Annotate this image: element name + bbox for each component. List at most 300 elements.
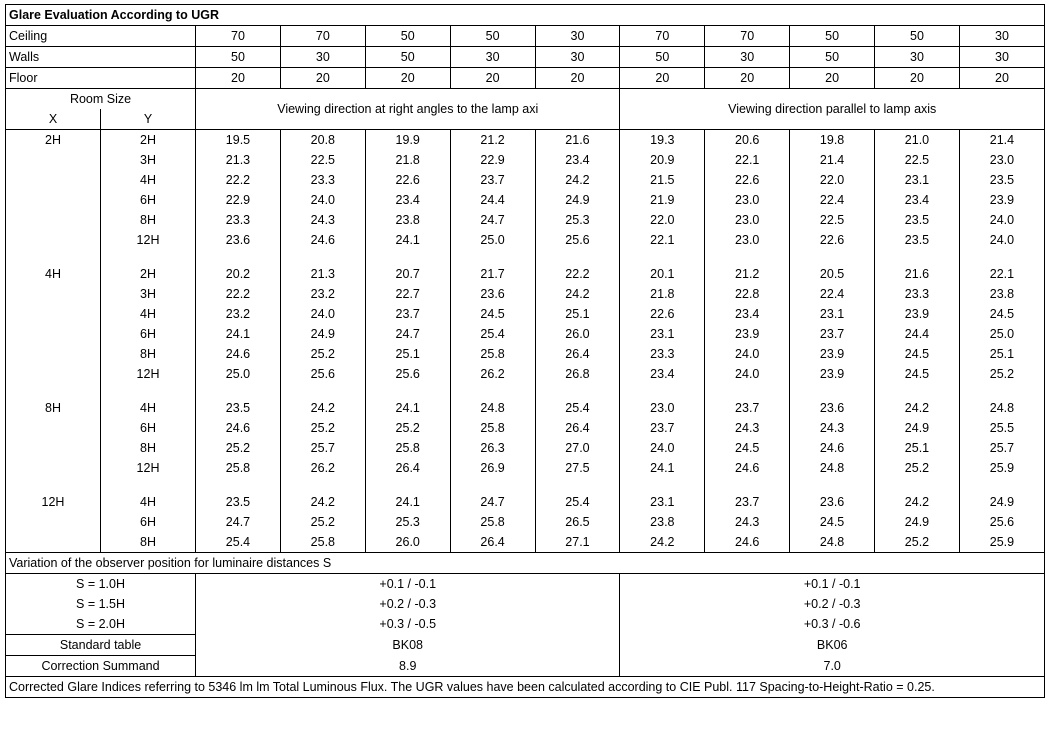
ugr-value: 21.6 (535, 130, 620, 151)
ugr-value: 22.0 (790, 170, 875, 190)
ugr-value: 23.0 (705, 230, 790, 250)
ugr-value: 23.4 (365, 190, 450, 210)
ugr-value: 24.0 (705, 344, 790, 364)
walls-value: 50 (790, 47, 875, 68)
ugr-value: 24.8 (450, 398, 535, 418)
ugr-value: 23.3 (280, 170, 365, 190)
ugr-value: 21.7 (450, 264, 535, 284)
data-row (6, 532, 1045, 553)
ugr-value: 24.0 (959, 210, 1044, 230)
ugr-value: 25.1 (535, 304, 620, 324)
group-spacer (6, 250, 1045, 264)
ugr-value: 21.2 (705, 264, 790, 284)
ugr-value: 26.4 (535, 418, 620, 438)
ugr-value: 20.8 (280, 130, 365, 151)
ugr-value: 24.1 (365, 492, 450, 512)
ugr-value: 25.8 (450, 418, 535, 438)
ugr-value: 24.5 (959, 304, 1044, 324)
row-label-floor: Floor (6, 68, 196, 89)
ugr-value: 23.9 (959, 190, 1044, 210)
ugr-value: 22.2 (535, 264, 620, 284)
ugr-value: 22.6 (365, 170, 450, 190)
y-value: 12H (101, 458, 196, 478)
ugr-value: 24.2 (535, 170, 620, 190)
ugr-value: 26.3 (450, 438, 535, 458)
ugr-value: 24.5 (875, 364, 960, 384)
ugr-value: 25.4 (450, 324, 535, 344)
walls-value: 50 (620, 47, 705, 68)
ugr-value: 27.5 (535, 458, 620, 478)
data-row (6, 304, 1045, 324)
ugr-value: 23.2 (196, 304, 281, 324)
ugr-value: 24.9 (875, 512, 960, 532)
ugr-value: 26.4 (365, 458, 450, 478)
y-value: 6H (101, 418, 196, 438)
ugr-value: 23.4 (535, 150, 620, 170)
ugr-value: 27.0 (535, 438, 620, 458)
variation-row (6, 574, 1045, 595)
y-value: 3H (101, 150, 196, 170)
ugr-value: 25.9 (959, 532, 1044, 553)
x-value: 12H (6, 492, 101, 512)
ugr-value: 22.0 (620, 210, 705, 230)
ugr-value: 25.6 (959, 512, 1044, 532)
y-value: 6H (101, 512, 196, 532)
ugr-value: 24.9 (959, 492, 1044, 512)
ugr-value: 25.0 (959, 324, 1044, 344)
ugr-value: 23.1 (875, 170, 960, 190)
variation-left-value: +0.3 / -0.5 (196, 614, 620, 635)
ugr-value: 21.4 (790, 150, 875, 170)
ugr-value: 25.6 (535, 230, 620, 250)
ugr-value: 23.0 (705, 210, 790, 230)
ugr-value: 21.8 (365, 150, 450, 170)
standard-table-row (6, 635, 1045, 656)
ugr-value: 22.1 (959, 264, 1044, 284)
data-row (6, 284, 1045, 304)
walls-value: 30 (959, 47, 1044, 68)
x-value: 2H (6, 130, 101, 151)
ugr-value: 23.6 (790, 398, 875, 418)
ugr-value: 25.4 (535, 398, 620, 418)
ugr-value: 24.1 (365, 398, 450, 418)
ugr-value: 23.9 (875, 304, 960, 324)
floor-value: 20 (620, 68, 705, 89)
ugr-value: 22.6 (620, 304, 705, 324)
ugr-value: 20.7 (365, 264, 450, 284)
row-label-ceiling: Ceiling (6, 26, 196, 47)
ugr-value: 22.1 (705, 150, 790, 170)
ugr-value: 24.0 (959, 230, 1044, 250)
ugr-value: 25.4 (535, 492, 620, 512)
ugr-value: 26.4 (535, 344, 620, 364)
ugr-value: 23.4 (705, 304, 790, 324)
ugr-value: 26.4 (450, 532, 535, 553)
ugr-value: 24.9 (280, 324, 365, 344)
ugr-value: 23.6 (450, 284, 535, 304)
ugr-value: 24.3 (705, 512, 790, 532)
ugr-value: 21.8 (620, 284, 705, 304)
ugr-value: 21.3 (280, 264, 365, 284)
ugr-value: 21.5 (620, 170, 705, 190)
floor-value: 20 (196, 68, 281, 89)
ceiling-value: 50 (875, 26, 960, 47)
data-row (6, 398, 1045, 418)
y-value: 6H (101, 324, 196, 344)
table-row-ceiling (6, 26, 1045, 47)
ugr-value: 22.1 (620, 230, 705, 250)
ugr-value: 24.4 (875, 324, 960, 344)
ugr-table (5, 4, 1045, 698)
ugr-value: 23.1 (620, 324, 705, 344)
ugr-value: 25.8 (280, 532, 365, 553)
ugr-value: 19.5 (196, 130, 281, 151)
ugr-value: 24.7 (450, 492, 535, 512)
column-header-x: X (6, 109, 101, 130)
ugr-value: 23.0 (959, 150, 1044, 170)
ugr-value: 21.3 (196, 150, 281, 170)
ugr-value: 23.5 (959, 170, 1044, 190)
ugr-value: 24.0 (620, 438, 705, 458)
ugr-value: 22.6 (790, 230, 875, 250)
ugr-value: 24.1 (365, 230, 450, 250)
ugr-value: 24.2 (280, 398, 365, 418)
ugr-value: 24.7 (450, 210, 535, 230)
data-row (6, 230, 1045, 250)
ugr-value: 24.6 (705, 458, 790, 478)
variation-row (6, 594, 1045, 614)
ugr-value: 23.6 (790, 492, 875, 512)
ugr-value: 23.5 (875, 210, 960, 230)
ugr-value: 21.9 (620, 190, 705, 210)
ugr-value: 25.2 (280, 512, 365, 532)
ugr-value: 24.0 (705, 364, 790, 384)
ugr-value: 21.2 (450, 130, 535, 151)
ugr-value: 19.9 (365, 130, 450, 151)
ugr-value: 25.2 (280, 344, 365, 364)
correction-summand-right: 7.0 (620, 656, 1045, 677)
walls-value: 30 (450, 47, 535, 68)
ugr-value: 24.3 (790, 418, 875, 438)
group-spacer (6, 478, 1045, 492)
ugr-value: 25.6 (365, 364, 450, 384)
ugr-value: 20.1 (620, 264, 705, 284)
ugr-value: 24.1 (620, 458, 705, 478)
ugr-value: 23.9 (790, 344, 875, 364)
correction-summand-label: Correction Summand (6, 656, 196, 677)
ugr-value: 24.8 (790, 458, 875, 478)
ugr-value: 23.3 (196, 210, 281, 230)
floor-value: 20 (280, 68, 365, 89)
floor-value: 20 (959, 68, 1044, 89)
ugr-value: 26.5 (535, 512, 620, 532)
ugr-value: 23.5 (196, 398, 281, 418)
ugr-value: 25.9 (959, 458, 1044, 478)
ceiling-value: 70 (620, 26, 705, 47)
page-title: Glare Evaluation According to UGR (6, 5, 1045, 26)
ugr-value: 25.6 (280, 364, 365, 384)
ugr-value: 24.0 (280, 304, 365, 324)
data-row (6, 418, 1045, 438)
data-row (6, 150, 1045, 170)
ceiling-value: 70 (280, 26, 365, 47)
variation-right-value: +0.1 / -0.1 (620, 574, 1045, 595)
ugr-value: 23.7 (365, 304, 450, 324)
ugr-value: 24.6 (705, 532, 790, 553)
ugr-value: 25.0 (196, 364, 281, 384)
ugr-value: 25.5 (959, 418, 1044, 438)
ugr-value: 23.7 (450, 170, 535, 190)
ugr-value: 20.6 (705, 130, 790, 151)
ugr-value: 22.4 (790, 284, 875, 304)
ugr-value: 24.4 (450, 190, 535, 210)
ugr-value: 25.2 (875, 458, 960, 478)
title-row (6, 5, 1045, 26)
ugr-value: 23.8 (620, 512, 705, 532)
ugr-value: 23.6 (196, 230, 281, 250)
data-row (6, 190, 1045, 210)
ugr-value: 20.2 (196, 264, 281, 284)
ugr-value: 22.5 (875, 150, 960, 170)
y-value: 2H (101, 264, 196, 284)
correction-summand-row (6, 656, 1045, 677)
ugr-value: 24.5 (450, 304, 535, 324)
data-row (6, 344, 1045, 364)
ugr-value: 23.1 (620, 492, 705, 512)
ugr-value: 23.7 (620, 418, 705, 438)
group-spacer (6, 384, 1045, 398)
data-row (6, 170, 1045, 190)
variation-row (6, 614, 1045, 635)
ugr-value: 23.9 (790, 364, 875, 384)
data-row (6, 130, 1045, 151)
ugr-value: 23.0 (705, 190, 790, 210)
ugr-value: 22.6 (705, 170, 790, 190)
ceiling-value: 50 (365, 26, 450, 47)
variation-label: S = 2.0H (6, 614, 196, 635)
ugr-value: 27.1 (535, 532, 620, 553)
ugr-value: 24.6 (196, 344, 281, 364)
ugr-value: 26.0 (365, 532, 450, 553)
ugr-value: 20.5 (790, 264, 875, 284)
ugr-value: 24.1 (196, 324, 281, 344)
y-value: 8H (101, 344, 196, 364)
ugr-value: 23.9 (705, 324, 790, 344)
ugr-value: 25.8 (450, 344, 535, 364)
table-row-walls (6, 47, 1045, 68)
floor-value: 20 (875, 68, 960, 89)
ugr-value: 22.2 (196, 284, 281, 304)
ugr-value: 22.9 (196, 190, 281, 210)
ugr-value: 21.4 (959, 130, 1044, 151)
ugr-value: 23.4 (875, 190, 960, 210)
walls-value: 30 (280, 47, 365, 68)
ugr-value: 23.8 (959, 284, 1044, 304)
ugr-value: 25.7 (959, 438, 1044, 458)
ugr-value: 25.1 (959, 344, 1044, 364)
ugr-report-page (0, 4, 1050, 754)
ugr-value: 24.8 (959, 398, 1044, 418)
footnote-row (6, 677, 1045, 698)
ugr-value: 22.7 (365, 284, 450, 304)
ceiling-value: 50 (450, 26, 535, 47)
walls-value: 30 (535, 47, 620, 68)
floor-value: 20 (705, 68, 790, 89)
ugr-value: 24.3 (280, 210, 365, 230)
ugr-value: 25.0 (450, 230, 535, 250)
ugr-value: 26.9 (450, 458, 535, 478)
floor-value: 20 (535, 68, 620, 89)
ugr-value: 23.5 (196, 492, 281, 512)
y-value: 3H (101, 284, 196, 304)
y-value: 8H (101, 210, 196, 230)
ugr-value: 22.4 (790, 190, 875, 210)
ugr-value: 25.7 (280, 438, 365, 458)
floor-value: 20 (365, 68, 450, 89)
ugr-value: 23.7 (705, 492, 790, 512)
footnote: Corrected Glare Indices referring to 5346 lm lm Total Luminous Flux. The UGR values have been calculated according to CIE Publ. 117 Spacing-to-Height-Ratio = 0.25. (6, 677, 1045, 698)
standard-table-right: BK06 (620, 635, 1045, 656)
ugr-value: 21.0 (875, 130, 960, 151)
ugr-value: 23.0 (620, 398, 705, 418)
ceiling-value: 70 (196, 26, 281, 47)
ugr-value: 25.3 (365, 512, 450, 532)
y-value: 6H (101, 190, 196, 210)
y-value: 4H (101, 170, 196, 190)
ugr-value: 24.3 (705, 418, 790, 438)
table-row-group-header (6, 89, 1045, 110)
ugr-value: 22.2 (196, 170, 281, 190)
ugr-value: 24.6 (280, 230, 365, 250)
ugr-value: 25.2 (959, 364, 1044, 384)
ugr-value: 25.1 (875, 438, 960, 458)
ugr-value: 24.8 (790, 532, 875, 553)
ugr-value: 26.2 (280, 458, 365, 478)
variation-left-value: +0.2 / -0.3 (196, 594, 620, 614)
standard-table-label: Standard table (6, 635, 196, 656)
ugr-value: 24.2 (280, 492, 365, 512)
ceiling-value: 50 (790, 26, 875, 47)
ugr-value: 25.2 (280, 418, 365, 438)
ugr-value: 22.5 (280, 150, 365, 170)
ugr-value: 23.5 (875, 230, 960, 250)
y-value: 2H (101, 130, 196, 151)
ugr-value: 25.2 (875, 532, 960, 553)
ugr-value: 22.5 (790, 210, 875, 230)
ugr-value: 20.9 (620, 150, 705, 170)
ceiling-value: 70 (705, 26, 790, 47)
ugr-value: 24.9 (875, 418, 960, 438)
ugr-value: 26.0 (535, 324, 620, 344)
variation-label: S = 1.0H (6, 574, 196, 595)
data-row (6, 364, 1045, 384)
variation-label: S = 1.5H (6, 594, 196, 614)
ugr-value: 25.8 (365, 438, 450, 458)
ugr-value: 22.8 (705, 284, 790, 304)
table-row-floor (6, 68, 1045, 89)
ugr-value: 25.2 (196, 438, 281, 458)
standard-table-left: BK08 (196, 635, 620, 656)
variation-right-value: +0.3 / -0.6 (620, 614, 1045, 635)
ugr-value: 24.9 (535, 190, 620, 210)
ugr-value: 24.5 (875, 344, 960, 364)
variation-left-value: +0.1 / -0.1 (196, 574, 620, 595)
ugr-value: 24.7 (365, 324, 450, 344)
data-row (6, 492, 1045, 512)
ugr-value: 24.2 (620, 532, 705, 553)
floor-value: 20 (790, 68, 875, 89)
ugr-value: 19.8 (790, 130, 875, 151)
room-size-header: Room Size (6, 89, 196, 110)
ugr-value: 24.0 (280, 190, 365, 210)
ugr-value: 24.5 (705, 438, 790, 458)
ugr-value: 24.6 (790, 438, 875, 458)
ugr-value: 26.8 (535, 364, 620, 384)
ugr-value: 23.7 (790, 324, 875, 344)
ugr-value: 25.3 (535, 210, 620, 230)
ugr-value: 19.3 (620, 130, 705, 151)
walls-value: 30 (875, 47, 960, 68)
walls-value: 30 (705, 47, 790, 68)
y-value: 4H (101, 492, 196, 512)
data-row (6, 458, 1045, 478)
ugr-value: 23.8 (365, 210, 450, 230)
walls-value: 50 (365, 47, 450, 68)
ugr-value: 24.7 (196, 512, 281, 532)
ugr-value: 22.9 (450, 150, 535, 170)
ugr-value: 23.1 (790, 304, 875, 324)
data-row (6, 512, 1045, 532)
ugr-value: 25.8 (450, 512, 535, 532)
y-value: 8H (101, 532, 196, 553)
ceiling-value: 30 (959, 26, 1044, 47)
ugr-value: 23.3 (875, 284, 960, 304)
y-value: 8H (101, 438, 196, 458)
ugr-value: 21.6 (875, 264, 960, 284)
data-row (6, 324, 1045, 344)
x-value: 4H (6, 264, 101, 284)
data-row (6, 438, 1045, 458)
y-value: 12H (101, 364, 196, 384)
group-header-right-angles: Viewing direction at right angles to the lamp axi (196, 89, 620, 130)
ceiling-value: 30 (535, 26, 620, 47)
ugr-value: 23.4 (620, 364, 705, 384)
column-header-y: Y (101, 109, 196, 130)
ugr-value: 24.2 (875, 492, 960, 512)
x-value: 8H (6, 398, 101, 418)
ugr-value: 24.2 (535, 284, 620, 304)
group-header-parallel: Viewing direction parallel to lamp axis (620, 89, 1045, 130)
y-value: 4H (101, 304, 196, 324)
ugr-value: 25.1 (365, 344, 450, 364)
ugr-value: 23.2 (280, 284, 365, 304)
data-row (6, 210, 1045, 230)
ugr-value: 24.6 (196, 418, 281, 438)
ugr-value: 25.4 (196, 532, 281, 553)
correction-summand-left: 8.9 (196, 656, 620, 677)
variation-title-row (6, 553, 1045, 574)
row-label-walls: Walls (6, 47, 196, 68)
ugr-value: 26.2 (450, 364, 535, 384)
ugr-value: 23.3 (620, 344, 705, 364)
ugr-value: 24.2 (875, 398, 960, 418)
data-row (6, 264, 1045, 284)
y-value: 4H (101, 398, 196, 418)
ugr-value: 23.7 (705, 398, 790, 418)
variation-right-value: +0.2 / -0.3 (620, 594, 1045, 614)
ugr-value: 24.5 (790, 512, 875, 532)
floor-value: 20 (450, 68, 535, 89)
